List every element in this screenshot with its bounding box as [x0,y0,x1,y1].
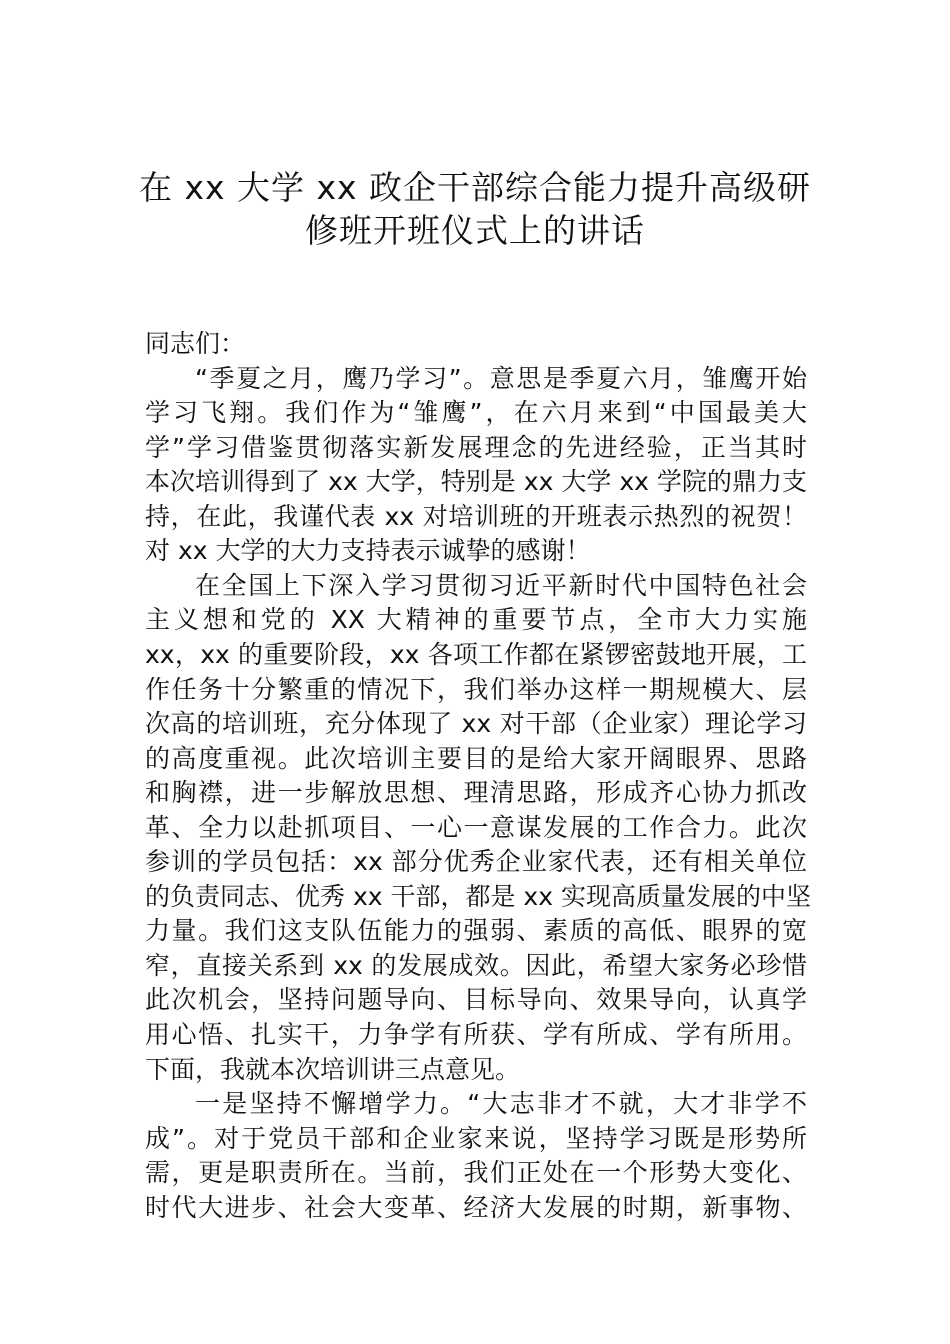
paragraph-line: 同志们： [145,329,246,358]
paragraph-line: 成”。对于党员干部和企业家来说，坚持学习既是形势所 [145,1123,807,1153]
paragraph-line: 需，更是职责所在。当前，我们正处在一个形势大变化、 [145,1158,807,1188]
paragraph-line: 革、全力以赴抓项目、一心一意谋发展的工作合力。此次 [145,812,807,842]
paragraph-line: 参训的学员包括：xx 部分优秀企业家代表，还有相关单位 [145,847,807,877]
paragraph-line: 和胸襟，进一步解放思想、理清思路，形成齐心协力抓改 [145,778,807,808]
paragraph-line: 一是坚持不懈增学力。“大志非才不就，大才非学不 [195,1089,807,1119]
paragraph-line: 用心悟、扎实干，力争学有所获、学有所成、学有所用。 [145,1020,807,1049]
paragraph-line: 学习飞翔。我们作为“雏鹰”，在六月来到“中国最美大 [145,398,807,428]
paragraph-line: 的负责同志、优秀 xx 干部，都是 xx 实现高质量发展的中坚 [145,881,811,911]
paragraph-line: 力量。我们这支队伍能力的强弱、素质的高低、眼界的宽 [145,916,807,946]
paragraph-line: 时代大进步、社会大变革、经济大发展的时期，新事物、 [145,1192,807,1222]
paragraph-line: 次高的培训班，充分体现了 xx 对干部（企业家）理论学习 [145,709,807,739]
paragraph-line: 下面，我就本次培训讲三点意见。 [145,1054,521,1084]
document-title-line-1: 在 xx 大学 xx 政企干部综合能力提升高级研 [138,168,812,207]
document-title-line-2: 修班开班仪式上的讲话 [305,211,645,250]
paragraph-line: xx，xx 的重要阶段，xx 各项工作都在紧锣密鼓地开展，工 [145,639,807,669]
paragraph-line: 作任务十分繁重的情况下，我们举办这样一期规模大、层 [145,674,807,704]
paragraph-line: “季夏之月，鹰乃学习”。意思是季夏六月，雏鹰开始 [195,363,807,393]
paragraph-line: 本次培训得到了 xx 大学，特别是 xx 大学 xx 学院的鼎力支 [145,467,807,497]
paragraph-line: 在全国上下深入学习贯彻习近平新时代中国特色社会 [195,570,807,600]
paragraph-line: 窄，直接关系到 xx 的发展成效。因此，希望大家务必珍惜 [145,950,807,980]
paragraph-line: 学”学习借鉴贯彻落实新发展理念的先进经验，正当其时 [145,432,807,462]
paragraph-line: 的高度重视。此次培训主要目的是给大家开阔眼界、思路 [145,743,807,773]
paragraph-line: 持，在此，我谨代表 xx 对培训班的开班表示热烈的祝贺！ [145,501,807,531]
paragraph-line: 主义想和党的 XX 大精神的重要节点，全市大力实施 [145,605,807,635]
paragraph-line: 此次机会，坚持问题导向、目标导向、效果导向，认真学 [145,985,807,1015]
paragraph-line: 对 xx 大学的大力支持表示诚挚的感谢！ [145,536,591,566]
